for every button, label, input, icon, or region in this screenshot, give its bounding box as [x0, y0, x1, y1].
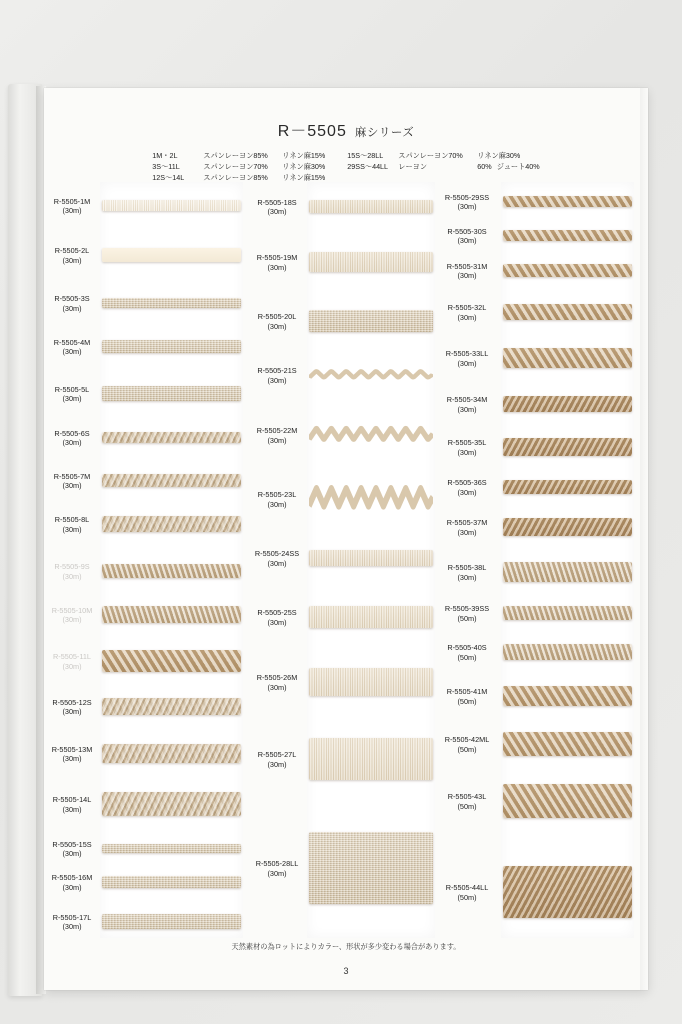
legend-cell: スパンレーヨン85%: [203, 151, 268, 160]
legend-column-right: [347, 151, 539, 183]
cord-swatch: [102, 516, 241, 532]
cord-swatch: [503, 396, 632, 412]
cord-swatch: [102, 744, 241, 763]
cord-swatch: [102, 650, 241, 672]
swatch-length: (30m): [457, 312, 477, 322]
cord-swatch: [102, 386, 241, 401]
swatch-code: R-5505-12S: [52, 697, 92, 707]
swatch-label: [44, 698, 100, 718]
swatch-length: (30m): [267, 207, 287, 217]
swatch-label: [44, 562, 100, 582]
swatch-code: R-5505-23L: [257, 490, 297, 499]
swatch-length: (30m): [457, 271, 477, 281]
swatch-code: R-5505-20L: [257, 312, 297, 321]
cord-swatch: [503, 438, 632, 456]
legend-cell: 15S～28LL: [347, 151, 384, 160]
footnote: 天然素材の為ロットによりカラー、形状が多少変わる場合があります。: [231, 942, 461, 951]
swatch-code: R-5505-34M: [446, 395, 488, 404]
swatch-code: R-5505-39SS: [444, 604, 490, 613]
swatch-length: (30m): [267, 682, 287, 692]
swatch-label: [249, 750, 305, 770]
swatch-length: (30m): [62, 804, 82, 814]
cord-swatch: [102, 248, 241, 262]
swatch-label: [439, 604, 495, 624]
legend-cell: 60%: [477, 161, 492, 171]
swatch-length: (30m): [267, 321, 287, 331]
swatch-code: R-5505-44LL: [445, 883, 489, 892]
cord-swatch: [102, 564, 241, 578]
swatch-label: [249, 673, 305, 693]
swatch-label: [439, 262, 495, 282]
cord-swatch: [503, 518, 632, 536]
cord-swatch: [102, 914, 241, 929]
swatch-code: R-5505-6S: [54, 428, 90, 438]
cord-swatch: [503, 304, 632, 320]
swatch-code: R-5505-13M: [51, 744, 93, 754]
swatch-length: (30m): [267, 262, 287, 272]
page-title: [44, 118, 648, 141]
swatch-code: R-5505-33LL: [445, 349, 489, 358]
swatch-length: (30m): [267, 617, 287, 627]
swatch-length: (30m): [457, 447, 477, 457]
swatch-code: R-5505-36S: [447, 478, 487, 487]
legend-cell: 29SS～44LL: [347, 161, 389, 171]
swatch-code: R-5505-8L: [54, 515, 90, 524]
swatch-length: (30m): [62, 615, 82, 625]
swatch-label: [439, 792, 495, 812]
swatch-label: [439, 303, 495, 323]
swatch-stack-2: [309, 182, 433, 938]
swatch-code: R-5505-40S: [447, 643, 487, 652]
swatch-label: [439, 735, 495, 755]
cord-swatch: [102, 876, 241, 888]
swatch-column-2: [249, 182, 439, 938]
cord-swatch: [309, 668, 433, 696]
legend-row: [152, 162, 325, 173]
swatch-code: R-5505-4M: [53, 337, 91, 347]
legend-cell: 1M・2L: [152, 151, 178, 160]
legend-cell: 12S～14L: [152, 172, 185, 182]
legend-cell: リネン麻15%: [282, 151, 326, 160]
composition-legend: [44, 151, 648, 183]
cord-swatch: [309, 424, 433, 446]
swatch-label: [439, 518, 495, 538]
swatch-code: R-5505-28LL: [255, 859, 299, 868]
swatch-label: [44, 606, 100, 626]
cord-swatch: [503, 784, 632, 818]
cord-swatch: [503, 606, 632, 620]
cord-swatch: [309, 252, 433, 272]
swatch-code: R-5505-17L: [52, 912, 92, 922]
swatch-code: R-5505-15S: [52, 839, 92, 849]
swatch-length: (30m): [457, 236, 477, 246]
swatch-length: (30m): [62, 707, 82, 717]
swatch-code: R-5505-10M: [51, 605, 93, 615]
swatch-length: (30m): [267, 868, 287, 878]
legend-cell: スパンレーヨン70%: [203, 161, 268, 171]
swatch-label: [439, 349, 495, 369]
swatch-label: [439, 643, 495, 663]
swatch-column-1: [44, 182, 249, 938]
swatch-code: R-5505-19M: [256, 253, 298, 262]
swatch-code: R-5505-32L: [447, 303, 487, 312]
swatch-label: [249, 549, 305, 569]
cord-swatch: [309, 482, 433, 516]
swatch-code: R-5505-18S: [257, 197, 297, 207]
swatch-code: R-5505-16M: [51, 873, 93, 882]
swatch-length: (30m): [267, 499, 287, 509]
swatch-length: (30m): [62, 206, 82, 216]
swatch-label: [249, 253, 305, 273]
swatch-length: (30m): [457, 487, 477, 497]
swatch-code: R-5505-2L: [54, 246, 90, 255]
swatch-label: [44, 197, 100, 217]
swatch-label: [44, 873, 100, 893]
swatch-stack-1: [102, 182, 241, 938]
cord-swatch: [309, 368, 433, 382]
cord-swatch: [102, 844, 241, 853]
cord-swatch: [102, 340, 241, 353]
swatch-label: [44, 472, 100, 492]
swatch-label: [44, 385, 100, 405]
cord-swatch: [309, 550, 433, 566]
swatch-length: (50m): [457, 801, 477, 811]
swatch-label: [44, 246, 100, 266]
swatch-code: R-5505-43L: [447, 792, 487, 801]
legend-cell: スパンレーヨン70%: [398, 151, 463, 160]
swatch-length: (30m): [62, 754, 82, 764]
legend-cell: レーヨン: [398, 161, 428, 171]
swatch-label: [439, 193, 495, 213]
label-stack-3: [439, 182, 497, 938]
legend-column-left: [152, 151, 325, 183]
label-stack-2: [249, 182, 307, 938]
cord-swatch: [503, 562, 632, 582]
swatch-length: (30m): [62, 849, 82, 859]
swatch-code: R-5505-24SS: [254, 549, 300, 558]
swatch-column-3: [439, 182, 648, 938]
cord-swatch: [102, 432, 241, 443]
swatch-length: (30m): [267, 558, 287, 568]
swatch-length: (50m): [457, 892, 477, 902]
cord-swatch: [503, 230, 632, 241]
swatch-code: R-5505-41M: [446, 687, 488, 696]
swatch-code: R-5505-7M: [53, 471, 91, 481]
swatch-columns: [44, 182, 648, 938]
title-series: 麻シリーズ: [354, 127, 415, 139]
cord-swatch: [102, 792, 241, 816]
cord-swatch: [503, 348, 632, 368]
swatch-length: (30m): [62, 347, 82, 357]
swatch-label: [249, 426, 305, 446]
swatch-code: R-5505-42ML: [444, 735, 490, 744]
swatch-length: (50m): [457, 613, 477, 623]
swatch-length: (50m): [457, 744, 477, 754]
swatch-label: [439, 395, 495, 415]
swatch-label: [44, 913, 100, 933]
swatch-length: (30m): [457, 404, 477, 414]
swatch-label: [44, 840, 100, 860]
swatch-length: (30m): [267, 375, 287, 385]
swatch-label: [44, 515, 100, 535]
swatch-length: (30m): [457, 572, 477, 582]
legend-cell: ジュート40%: [496, 161, 540, 171]
cord-swatch: [309, 832, 433, 904]
swatch-length: (30m): [62, 524, 82, 534]
swatch-length: (30m): [62, 882, 82, 892]
swatch-label: [249, 859, 305, 879]
swatch-length: (30m): [62, 303, 82, 313]
swatch-length: (30m): [62, 661, 82, 671]
swatch-label: [249, 198, 305, 218]
swatch-code: R-5505-9S: [54, 562, 90, 571]
swatch-code: R-5505-30S: [447, 226, 487, 236]
swatch-label: [44, 745, 100, 765]
cord-swatch: [309, 200, 433, 213]
swatch-code: R-5505-35L: [447, 438, 487, 447]
swatch-length: (30m): [457, 202, 477, 212]
swatch-code: R-5505-22M: [256, 426, 298, 435]
swatch-code: R-5505-29SS: [444, 192, 490, 202]
cord-swatch: [503, 196, 632, 207]
swatch-length: (30m): [62, 394, 82, 404]
swatch-label: [249, 312, 305, 332]
label-stack-1: [44, 182, 102, 938]
swatch-code: R-5505-11L: [53, 652, 91, 661]
legend-row: [347, 151, 539, 162]
swatch-code: R-5505-21S: [257, 366, 297, 375]
swatch-length: (30m): [62, 571, 82, 581]
cord-swatch: [503, 264, 632, 277]
swatch-label: [439, 438, 495, 458]
cord-swatch: [102, 474, 241, 487]
legend-cell: スパンレーヨン85%: [203, 172, 268, 182]
swatch-length: (30m): [457, 527, 477, 537]
cord-swatch: [309, 606, 433, 628]
cord-swatch: [503, 732, 632, 756]
swatch-code: R-5505-25S: [257, 608, 297, 617]
legend-row: [347, 162, 539, 173]
cord-swatch: [102, 698, 241, 715]
swatch-length: (50m): [457, 652, 477, 662]
swatch-code: R-5505-38L: [447, 563, 487, 572]
swatch-length: (30m): [457, 358, 477, 368]
swatch-length: (30m): [267, 435, 287, 445]
cord-swatch: [503, 866, 632, 918]
page-number: 3: [343, 966, 349, 976]
swatch-label: [44, 795, 100, 815]
swatch-length: (30m): [62, 481, 82, 491]
swatch-label: [44, 338, 100, 358]
legend-cell: 3S～11L: [152, 161, 180, 171]
cord-swatch: [503, 480, 632, 494]
swatch-length: (30m): [62, 438, 82, 448]
cord-swatch: [503, 644, 632, 660]
swatch-label: [439, 227, 495, 247]
swatch-label: [44, 652, 100, 672]
legend-cell: リネン麻15%: [282, 172, 326, 182]
swatch-code: R-5505-3S: [54, 294, 90, 303]
swatch-length: (30m): [62, 922, 82, 932]
legend-cell: リネン麻30%: [477, 151, 521, 160]
legend-cell: リネン麻30%: [282, 161, 326, 171]
swatch-label: [439, 883, 495, 903]
swatch-label: [439, 563, 495, 583]
sample-card: [44, 88, 648, 990]
swatch-code: R-5505-27L: [257, 750, 297, 759]
cord-swatch: [503, 686, 632, 706]
swatch-code: R-5505-37M: [446, 518, 488, 527]
swatch-code: R-5505-31M: [446, 261, 488, 271]
swatch-label: [249, 366, 305, 386]
swatch-length: (50m): [457, 696, 477, 706]
swatch-label: [439, 478, 495, 498]
swatch-code: R-5505-5L: [54, 384, 90, 394]
swatch-label: [44, 429, 100, 449]
swatch-label: [439, 687, 495, 707]
cord-swatch: [102, 298, 241, 308]
cord-swatch: [102, 200, 241, 211]
swatch-length: (30m): [62, 255, 82, 265]
cord-swatch: [309, 738, 433, 780]
swatch-label: [249, 608, 305, 628]
title-code: R－5505: [277, 123, 347, 140]
swatch-label: [249, 490, 305, 510]
legend-row: [152, 151, 325, 162]
swatch-length: (30m): [267, 759, 287, 769]
swatch-code: R-5505-14L: [52, 795, 92, 804]
swatch-code: R-5505-26M: [256, 673, 298, 682]
cord-swatch: [102, 606, 241, 623]
cord-swatch: [309, 310, 433, 332]
swatch-stack-3: [503, 182, 632, 938]
swatch-label: [44, 294, 100, 314]
swatch-code: R-5505-1M: [53, 196, 91, 206]
